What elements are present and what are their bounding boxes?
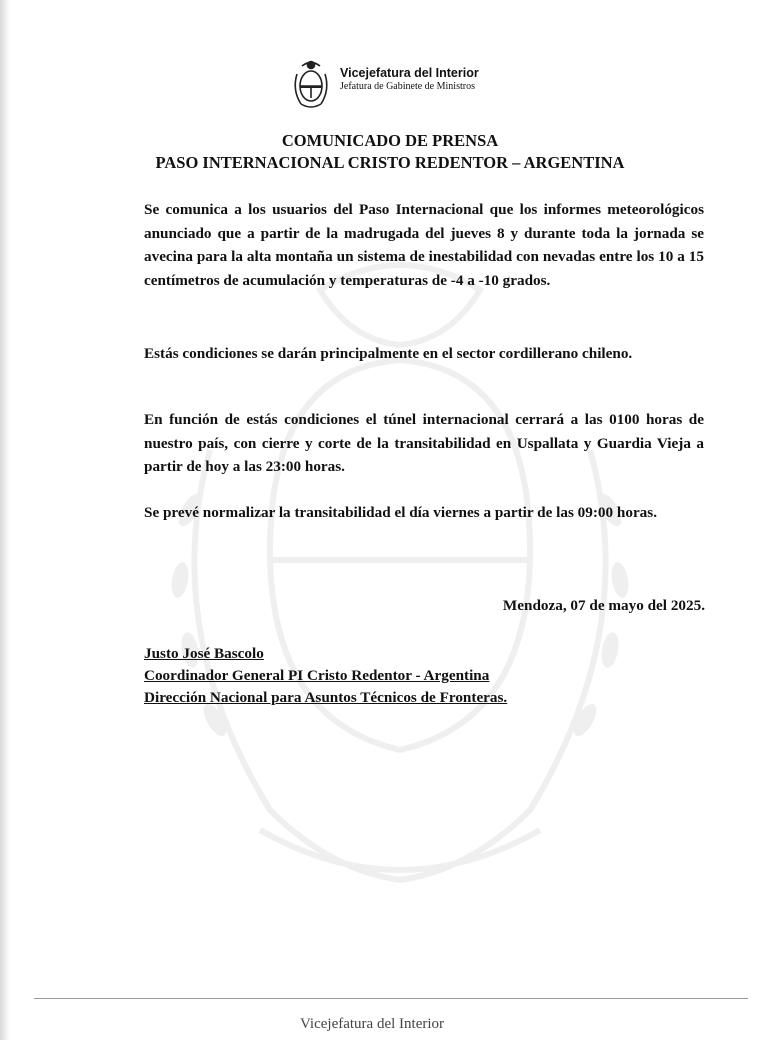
signatory-name: Justo José Bascolo	[144, 645, 264, 662]
body-paragraph: Se prevé normalizar la transitabilidad el día viernes a partir de las 09:00 horas.	[144, 504, 657, 521]
signatory-department: Dirección Nacional para Asuntos Técnicos de Fronteras.	[144, 689, 508, 706]
footer-divider	[34, 998, 748, 999]
org-subtitle: Jefatura de Gabinete de Ministros	[340, 81, 475, 92]
date-line: Mendoza, 07 de mayo del 2025.	[502, 597, 705, 614]
body-paragraph: Estás condiciones se darán principalmente en el sector cordillerano chileno.	[144, 345, 633, 362]
coat-of-arms-seal	[291, 56, 331, 112]
body-paragraph: Se comunica a los usuarios del Paso Internacional que los informes meteorológicos anunciado que a partir de la madrugada del jueves 8 y durante toda la jornada se avecina para la alta montaña un sistema de inestabilidad con nevadas entre los 10 a 15 centímetros de acumulación y temperaturas de -4 a -10 grados.	[144, 201, 704, 289]
document-heading: COMUNICADO DE PRENSA	[281, 131, 499, 150]
document-subheading: PASO INTERNACIONAL CRISTO REDENTOR – ARGENTINA	[155, 153, 625, 172]
footer-text: Vicejefatura del Interior	[300, 1016, 445, 1032]
body-paragraph: En función de estás condiciones el túnel internacional cerrará a las 0100 horas de nuestro país, con cierre y corte de la transitabilidad en Uspallata y Guardia Vieja a partir de hoy a las 23:00 horas.	[144, 411, 704, 475]
org-title: Vicejefatura del Interior	[340, 66, 479, 80]
signatory-position: Coordinador General PI Cristo Redentor - Argentina	[144, 667, 490, 684]
